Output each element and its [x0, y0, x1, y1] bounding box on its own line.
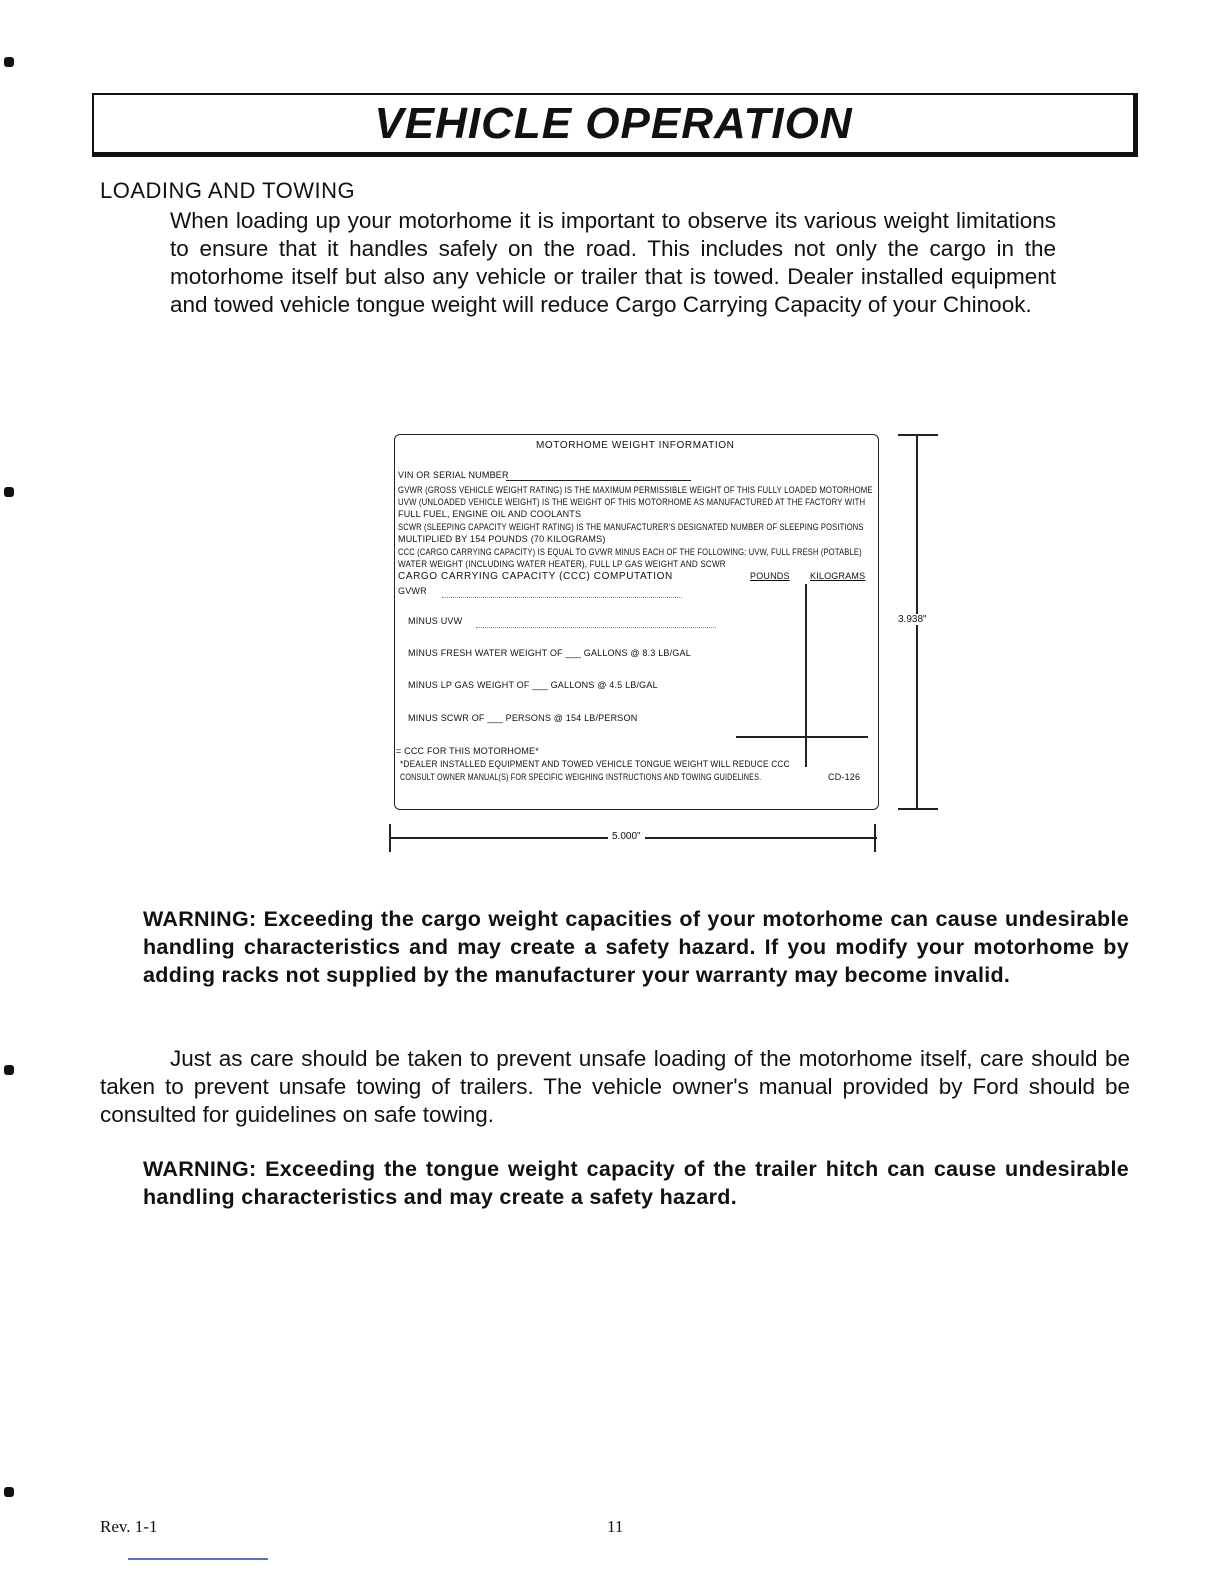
warning-tongue-weight: WARNING: Exceeding the tongue weight capacity of the trailer hitch can cause undesirable handling characteristics and may create a safety hazard.	[143, 1157, 1129, 1209]
column-kilograms: KILOGRAMS	[810, 571, 866, 581]
label-footnote: CONSULT OWNER MANUAL(S) FOR SPECIFIC WEIGHING INSTRUCTIONS AND TOWING GUIDELINES.	[400, 772, 762, 782]
column-pounds: POUNDS	[750, 571, 790, 581]
subtotal-rule	[736, 736, 868, 738]
label-uvw-definition: FULL FUEL, ENGINE OIL AND COOLANTS	[398, 509, 582, 519]
label-ccc-definition: WATER WEIGHT (INCLUDING WATER HEATER), FULL LP GAS WEIGHT AND SCWR	[398, 559, 726, 569]
vin-underline	[506, 480, 691, 481]
label-vin: VIN OR SERIAL NUMBER	[398, 470, 509, 480]
section-heading: LOADING AND TOWING	[100, 178, 356, 203]
computation-heading: CARGO CARRYING CAPACITY (CCC) COMPUTATION	[398, 571, 673, 582]
row-minus-scwr: MINUS SCWR OF ___ PERSONS @ 154 LB/PERSON	[408, 713, 638, 723]
row-minus-fresh-water: MINUS FRESH WATER WEIGHT OF ___ GALLONS @ 8.3 LB/GAL	[408, 648, 691, 658]
dotted-rule	[476, 627, 716, 628]
width-dimension-label: 5.000"	[608, 831, 645, 842]
height-dimension-label: 3.938"	[894, 614, 931, 625]
page-number: 11	[607, 1517, 624, 1536]
revision-label: Rev. 1-1	[100, 1517, 158, 1536]
row-ccc-total: = CCC FOR THIS MOTORHOME*	[396, 746, 539, 756]
title-box	[92, 93, 1138, 157]
towing-paragraph: Just as care should be taken to prevent unsafe loading of the motorhome itself, care should be taken to prevent unsafe towing of trailers. The vehicle owner's manual provided by Ford should be consulted for guidelines on safe towing.	[100, 1046, 1130, 1127]
label-heading: MOTORHOME WEIGHT INFORMATION	[536, 440, 735, 451]
warning-cargo: WARNING: Exceeding the cargo weight capacities of your motorhome can cause undesirable handling characteristics and may create a safety hazard. If you modify your motorhome by adding racks not supplied by the manufacturer your warranty may become invalid.	[143, 907, 1129, 987]
margin-bullet	[4, 57, 14, 67]
label-ccc-definition: CCC (CARGO CARRYING CAPACITY) IS EQUAL TO GVWR MINUS EACH OF THE FOLLOWING: UVW, FULL FRESH (POTABLE)	[398, 547, 862, 557]
label-uvw-definition: UVW (UNLOADED VEHICLE WEIGHT) IS THE WEIGHT OF THIS MOTORHOME AS MANUFACTURED AT THE FACTORY WITH	[398, 497, 866, 507]
margin-bullet	[4, 487, 14, 497]
margin-bullet	[4, 1487, 14, 1497]
dimension-tick	[874, 824, 876, 852]
label-scwr-definition: SCWR (SLEEPING CAPACITY WEIGHT RATING) IS THE MANUFACTURER'S DESIGNATED NUMBER OF SLEEPING POSITIONS	[398, 522, 864, 532]
label-footnote: *DEALER INSTALLED EQUIPMENT AND TOWED VEHICLE TONGUE WEIGHT WILL REDUCE CCC	[400, 759, 790, 769]
row-gvwr: GVWR	[398, 586, 427, 596]
label-code: CD-126	[828, 772, 861, 782]
column-divider	[805, 584, 807, 767]
dotted-rule	[442, 597, 682, 598]
dimension-tick	[898, 434, 938, 436]
label-scwr-definition: MULTIPLIED BY 154 POUNDS (70 KILOGRAMS)	[398, 534, 606, 544]
footer-rule	[128, 1558, 268, 1560]
weight-information-label	[386, 430, 931, 850]
intro-paragraph: When loading up your motorhome it is important to observe its various weight limitations to ensure that it handles safely on the road. This includes not only the cargo in the motorhome itself but also any vehicle or trailer that is towed. Dealer installed equipment and towed vehicle tongue weight will reduce Cargo Carrying Capacity of your Chinook.	[170, 208, 1056, 317]
row-minus-lp-gas: MINUS LP GAS WEIGHT OF ___ GALLONS @ 4.5 LB/GAL	[408, 680, 658, 690]
page-title: VEHICLE OPERATION	[374, 99, 853, 148]
label-gvwr-definition: GVWR (GROSS VEHICLE WEIGHT RATING) IS THE MAXIMUM PERMISSIBLE WEIGHT OF THIS FULLY LOADED MOTORHOME	[398, 485, 873, 495]
margin-bullet	[4, 1065, 14, 1075]
row-minus-uvw: MINUS UVW	[408, 616, 463, 626]
dimension-tick	[898, 808, 938, 810]
